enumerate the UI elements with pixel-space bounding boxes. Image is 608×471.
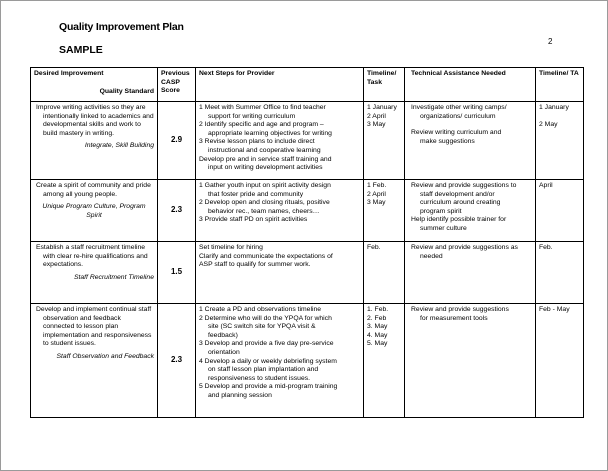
technical-assistance-line: Help identify possible trainer for <box>411 216 507 224</box>
timeline-ta-cell <box>536 180 584 242</box>
table-row <box>31 242 584 304</box>
quality-standard-text: Unique Program Culture, Program Spirit <box>42 203 146 219</box>
next-steps-cell <box>196 102 364 180</box>
table-row <box>31 102 584 180</box>
timeline-ta-item: Feb. <box>539 244 553 251</box>
timeline-task-item: Feb. <box>367 244 381 251</box>
spacer <box>411 121 532 129</box>
casp-score-cell: 1.5 <box>158 242 196 304</box>
technical-assistance-line: for measurement tools <box>420 314 488 322</box>
timeline-task-item: 1. Feb. <box>367 306 389 313</box>
technical-assistance-cell <box>405 242 536 304</box>
technical-assistance-line: curriculum around creating <box>420 199 501 207</box>
timeline-ta-item: Feb - May <box>539 306 570 313</box>
casp-score-cell: 2.9 <box>158 102 196 180</box>
technical-assistance-line: Review writing curriculum and <box>411 129 502 137</box>
next-step-line: 5 Develop and provide a mid-program training <box>199 383 338 391</box>
next-step-line: 2 Identify specific and age and program – <box>199 121 324 129</box>
timeline-task-item: 3 May <box>367 199 386 207</box>
technical-assistance-line: staff development and/or <box>420 190 495 198</box>
timeline-ta-cell <box>536 304 584 418</box>
timeline-ta-item: April <box>539 182 553 189</box>
next-step-line: input on writing development activities <box>208 164 323 172</box>
next-step-line: orientation <box>208 348 240 356</box>
improvement-goal-text: Improve writing activities so they are intentionally linked to academics and developmental skills and work to build mastery in writing. <box>36 104 154 137</box>
timeline-task-item: 3 May <box>367 121 386 129</box>
page-number: 2 <box>548 37 553 46</box>
timeline-task-cell <box>364 304 405 418</box>
technical-assistance-line: summer culture <box>420 224 467 232</box>
next-step-line: responsiveness to student issues. <box>208 374 311 382</box>
technical-assistance-line: Investigate other writing camps/ <box>411 104 507 111</box>
quality-standard-text: Integrate, Skill Building <box>84 142 154 150</box>
timeline-ta-item: 2 May <box>539 120 558 128</box>
casp-score-cell: 2.3 <box>158 304 196 418</box>
desired-improvement-cell <box>31 304 158 418</box>
timeline-task-item: 4. May <box>367 331 388 339</box>
next-step-line: 3 Develop and provide a five day pre-service <box>199 340 334 348</box>
technical-assistance-cell <box>405 304 536 418</box>
timeline-task-cell <box>364 102 405 180</box>
header-next-steps: Next Steps for Provider <box>196 68 364 102</box>
next-step-line: 1 Gather youth input on spirit activity design <box>199 182 331 189</box>
next-steps-cell <box>196 304 364 418</box>
technical-assistance-cell <box>405 180 536 242</box>
next-step-line: Clarify and communicate the expectations of <box>199 252 333 260</box>
next-steps-cell <box>196 242 364 304</box>
header-desired-improvement <box>31 68 158 102</box>
spacer <box>539 113 580 121</box>
header-timeline-task: Timeline/ Task <box>364 68 405 102</box>
next-steps-cell <box>196 180 364 242</box>
next-step-line: 3 Provide staff PD on spirit activities <box>199 216 308 224</box>
table-row <box>31 304 584 418</box>
table-header-row <box>31 68 584 102</box>
next-step-line: 2 Determine who will do the YPQA for which <box>199 314 332 322</box>
timeline-task-item: 2. Feb <box>367 314 387 322</box>
technical-assistance-line: Review and provide suggestions <box>411 306 509 313</box>
technical-assistance-line: Review and provide suggestions to <box>411 182 517 189</box>
next-step-line: 3 Revise lesson plans to include direct <box>199 138 315 146</box>
document-title: Quality Improvement Plan <box>59 21 184 33</box>
improvement-goal-text: Create a spirit of community and pride among all young people. <box>36 182 151 198</box>
timeline-task-item: 1 Feb. <box>367 182 387 189</box>
next-step-line: that foster pride and community <box>208 190 304 198</box>
technical-assistance-line: make suggestions <box>420 137 475 145</box>
technical-assistance-line: Review and provide suggestions as <box>411 244 518 251</box>
desired-improvement-cell <box>31 180 158 242</box>
technical-assistance-cell <box>405 102 536 180</box>
next-step-line: feedback) <box>208 331 238 339</box>
timeline-task-item: 5. May <box>367 340 388 348</box>
timeline-task-cell <box>364 180 405 242</box>
next-step-line: behavior rec., team names, cheers… <box>208 207 320 215</box>
timeline-task-item: 2 April <box>367 112 386 120</box>
next-step-line: 1 Meet with Summer Office to find teacher <box>199 104 326 111</box>
next-step-line: 4 Develop a daily or weekly debriefing system <box>199 357 337 365</box>
timeline-task-item: 2 April <box>367 190 386 198</box>
next-step-line: appropriate learning objectives for writing <box>208 129 332 137</box>
improvement-plan-table <box>30 67 584 418</box>
next-step-line: Set timeline for hiring <box>199 244 263 251</box>
timeline-ta-item: 1 January <box>539 104 569 111</box>
desired-improvement-cell <box>31 102 158 180</box>
next-step-line: site (SC switch site for YPQA visit & <box>208 323 316 331</box>
timeline-ta-cell <box>536 242 584 304</box>
desired-improvement-cell <box>31 242 158 304</box>
document-subtitle: SAMPLE <box>59 44 103 56</box>
header-timeline-ta: Timeline/ TA <box>536 68 584 102</box>
next-step-line: ASP staff to qualify for summer work. <box>199 261 311 269</box>
timeline-task-item: 1 January <box>367 104 397 111</box>
technical-assistance-line: needed <box>420 252 443 260</box>
next-step-line: 2 Develop open and closing rituals, positive <box>199 199 330 207</box>
technical-assistance-line: program spirit <box>420 207 462 215</box>
technical-assistance-line: organizations/ curriculum <box>420 112 496 120</box>
quality-standard-text: Staff Recruitment Timeline <box>73 273 154 281</box>
next-step-line: Develop pre and in service staff training and <box>199 155 332 163</box>
timeline-task-cell <box>364 242 405 304</box>
next-step-line: and planning session <box>208 391 272 399</box>
header-casp-score: Previous CASP Score <box>158 68 196 102</box>
timeline-ta-cell <box>536 102 584 180</box>
next-step-line: instructional and cooperative learning <box>208 146 321 154</box>
improvement-goal-text: Establish a staff recruitment timeline with clear re-hire qualifications and expectations. <box>36 244 148 269</box>
next-step-line: 1 Create a PD and observations timeline <box>199 306 322 313</box>
quality-standard-text: Staff Observation and Feedback <box>56 352 154 360</box>
next-step-line: support for writing curriculum <box>208 112 296 120</box>
improvement-goal-text: Develop and implement continual staff observation and feedback connected to lesson plan implementation and responsiveness to student issues. <box>36 306 152 348</box>
header-desired-label: Desired Improvement <box>34 70 104 77</box>
header-quality-standard-label: Quality Standard <box>99 87 154 95</box>
table-row <box>31 180 584 242</box>
timeline-task-item: 3. May <box>367 323 388 331</box>
casp-score-cell: 2.3 <box>158 180 196 242</box>
header-technical-assistance: Technical Assistance Needed <box>405 68 536 102</box>
next-step-line: on staff lesson plan implantation and <box>208 366 319 374</box>
